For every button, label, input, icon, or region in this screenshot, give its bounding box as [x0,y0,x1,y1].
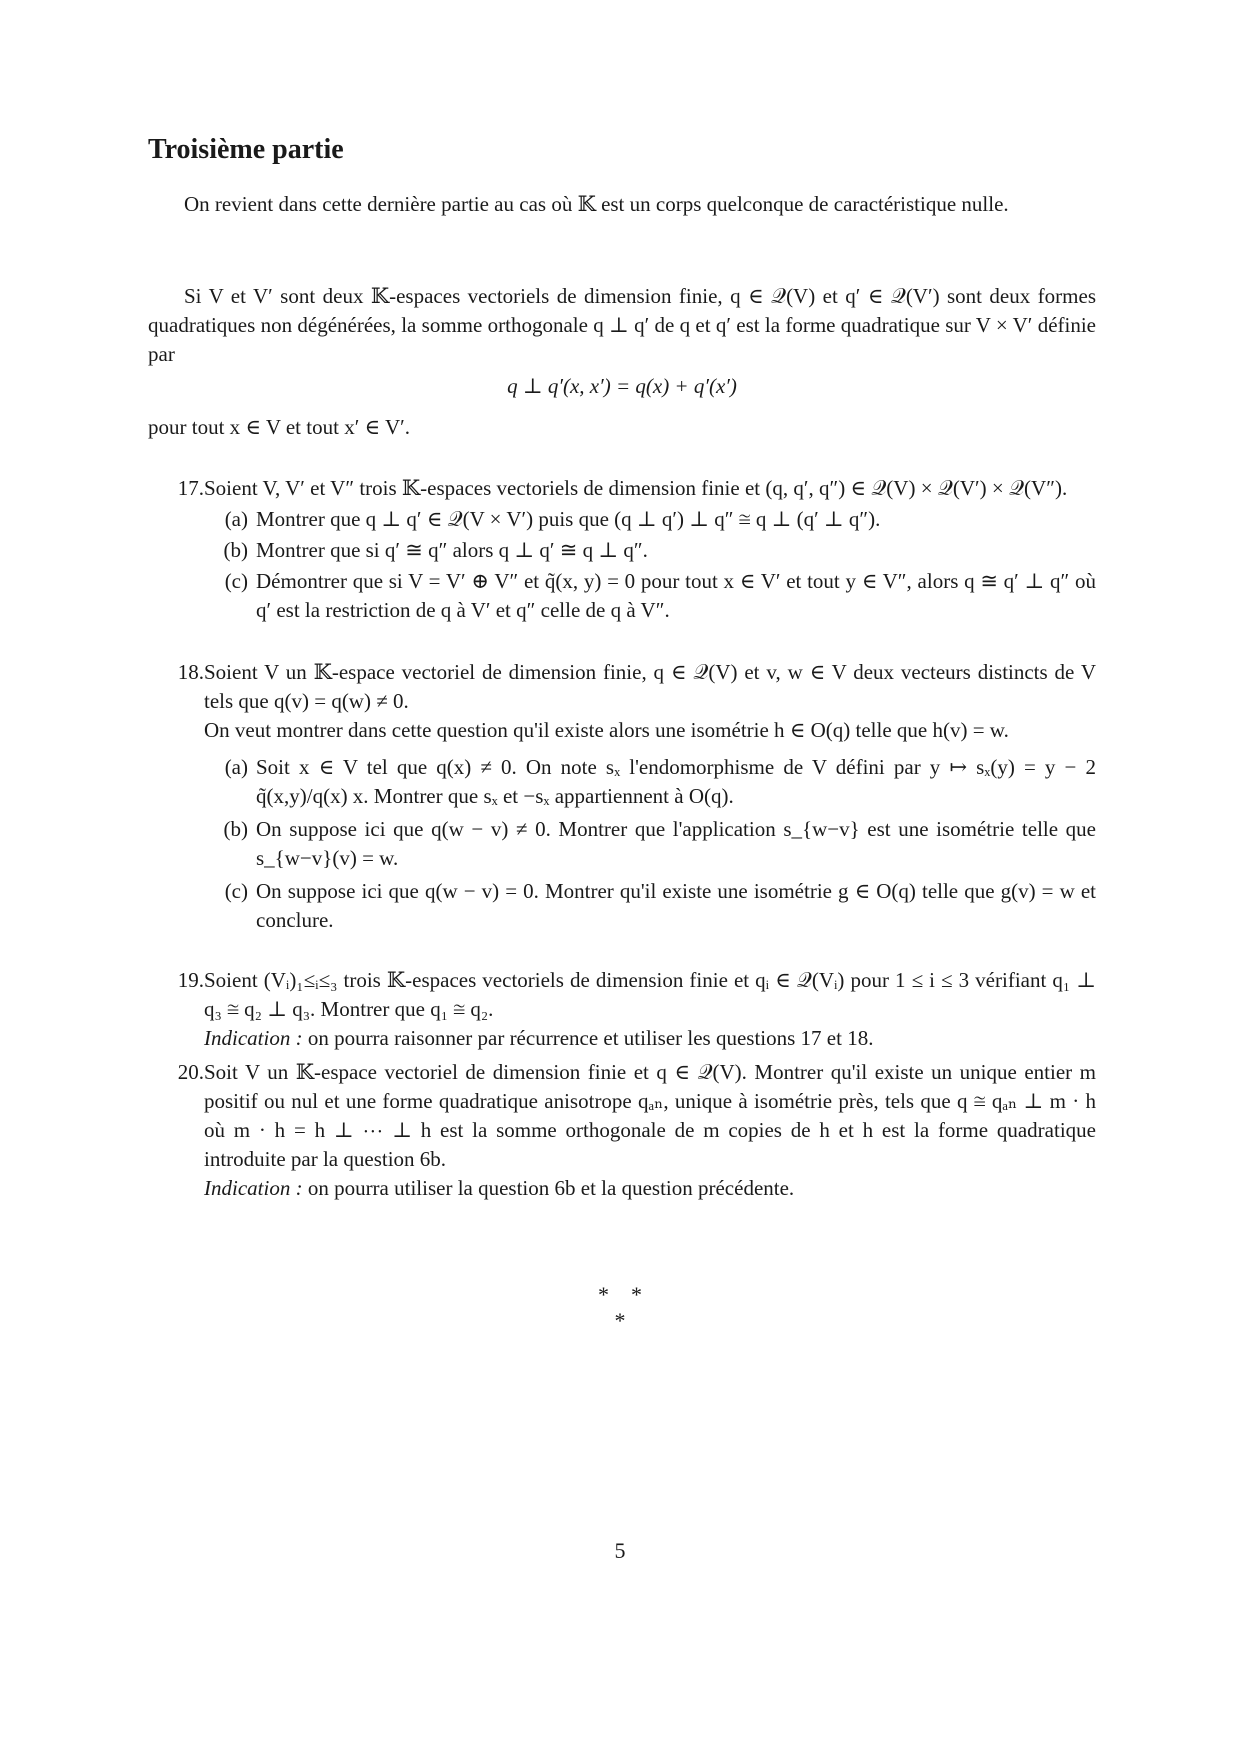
subquestion-b [204,536,1096,565]
question-20 [148,1058,1096,1203]
formula-tail: pour tout x ∈ V et tout x′ ∈ V′. [148,415,410,439]
question-18 [148,658,1096,935]
subquestion-label: (a) [224,507,248,531]
hint-label: Indication : [204,1176,303,1200]
end-stars-bottom: * [614,1308,626,1333]
definition-paragraph: Si V et V′ sont deux 𝕂-espaces vectoriels de dimension finie, q ∈ 𝒬(V) et q′ ∈ 𝒬(V′) sont deux formes quadratiques non dégénérées, la somme orthogonale q ⊥ q′ de q et q′ est la forme quadratique sur V × V′ définie par [148,284,1096,366]
question-text: Soient (Vᵢ)₁≤ᵢ≤₃ trois 𝕂-espaces vectoriels de dimension finie et qᵢ ∈ 𝒬(Vᵢ) pour 1 ≤ i ≤ 3 vérifiant q₁ ⊥ q₃ ≅ q₂ ⊥ q₃. Montrer que q₁ ≅ q₂. [204,968,1096,1021]
subquestion-b [204,815,1096,873]
hint-label: Indication : [204,1026,303,1050]
question-17 [148,474,1096,625]
question-number: 19. [177,968,204,992]
subquestion-text: Montrer que q ⊥ q′ ∈ 𝒬(V × V′) puis que (q ⊥ q′) ⊥ q″ ≅ q ⊥ (q′ ⊥ q″). [256,507,881,531]
page-number: 5 [614,1538,626,1563]
subquestion-c [204,567,1096,625]
question-number: 17. [177,476,204,500]
section-title: Troisième partie [148,134,344,165]
question-text-continued: On veut montrer dans cette question qu'il existe alors une isométrie h ∈ O(q) telle que h(v) = w. [204,718,1009,742]
subquestion-label: (b) [223,817,248,841]
subquestion-text: On suppose ici que q(w − v) ≠ 0. Montrer que l'application s_{w−v} est une isométrie telle que s_{w−v}(v) = w. [256,817,1096,870]
question-number: 18. [177,660,204,684]
subquestion-label: (c) [224,569,248,593]
question-hint [204,1174,1096,1203]
subquestion-text: Soit x ∈ V tel que q(x) ≠ 0. On note sₓ l'endomorphisme de V défini par y ↦ sₓ(y) = y − 2 q̃(x,y)/q(x) x. Montrer que sₓ et −sₓ appartiennent à O(q). [256,755,1096,808]
hint-text: on pourra utiliser la question 6b et la question précédente. [307,1176,795,1200]
subquestion-text: On suppose ici que q(w − v) = 0. Montrer qu'il existe une isométrie g ∈ O(q) telle que g(v) = w et conclure. [256,879,1096,932]
subquestion-a [204,753,1096,811]
question-19 [148,966,1096,1053]
subquestion-a [204,505,1096,534]
subquestion-label: (a) [224,755,248,779]
subquestion-label: (b) [223,538,248,562]
subquestion-c [204,877,1096,935]
subquestion-label: (c) [224,879,248,903]
subquestion-text: Montrer que si q′ ≅ q″ alors q ⊥ q′ ≅ q ⊥ q″. [256,538,648,562]
question-hint [204,1024,1096,1053]
question-text: Soient V un 𝕂-espace vectoriel de dimension finie, q ∈ 𝒬(V) et v, w ∈ V deux vecteurs distincts de V tels que q(v) = q(w) ≠ 0. [204,660,1096,713]
definition-formula: q ⊥ q′(x, x′) = q(x) + q′(x′) [507,374,737,398]
subquestion-text: Démontrer que si V = V′ ⊕ V″ et q̃(x, y) = 0 pour tout x ∈ V′ et tout y ∈ V″, alors q ≅ q′ ⊥ q″ où q′ est la restriction de q à V′ et q″ celle de q à V″. [256,569,1096,622]
hint-text: on pourra raisonner par récurrence et utiliser les questions 17 et 18. [307,1026,874,1050]
question-number: 20. [177,1060,204,1084]
intro-paragraph: On revient dans cette dernière partie au cas où 𝕂 est un corps quelconque de caractéristique nulle. [184,192,1009,216]
question-text: Soit V un 𝕂-espace vectoriel de dimension finie et q ∈ 𝒬(V). Montrer qu'il existe un unique entier m positif ou nul et une forme quadratique anisotrope qₐₙ, unique à isométrie près, tels que q ≅ qₐₙ ⊥ m · h où m · h = h ⊥ ⋯ ⊥ h est la somme orthogonale de m copies de h et h est la forme quadratique introduite par la question 6b. [204,1060,1096,1171]
question-text: Soient V, V′ et V″ trois 𝕂-espaces vectoriels de dimension finie et (q, q′, q″) ∈ 𝒬(V) × 𝒬(V′) × 𝒬(V″). [204,476,1068,500]
end-stars-top: * * [598,1282,642,1307]
